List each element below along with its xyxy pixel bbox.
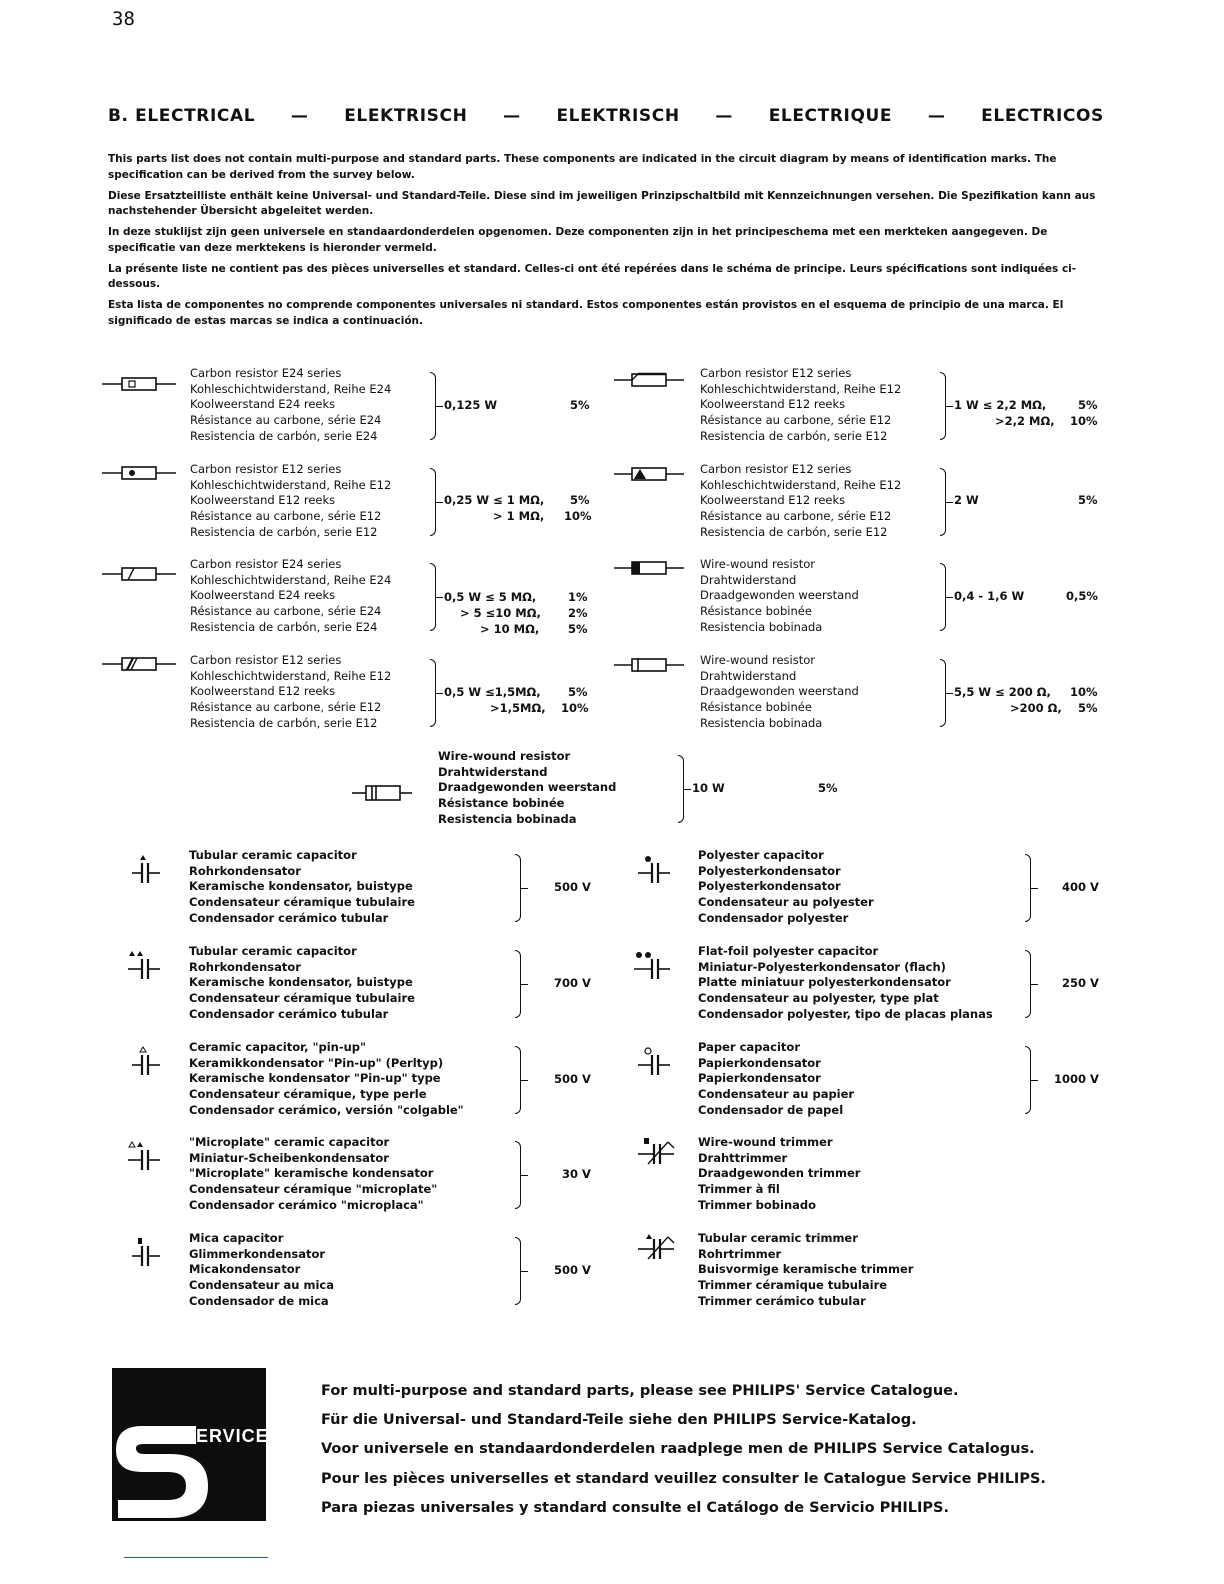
resistor-tolerance: 5% bbox=[818, 781, 838, 795]
resistor-desc-es: Resistencia de carbón, serie E12 bbox=[190, 715, 378, 730]
resistor-spec: 10 W bbox=[692, 781, 725, 795]
resistor-desc-nl: Koolweerstand E12 reeks bbox=[700, 493, 846, 508]
resistor-tolerance: 2% bbox=[568, 606, 588, 620]
resistor-tolerance: 0,5% bbox=[1066, 589, 1098, 603]
capacitor-desc-en: Mica capacitor bbox=[189, 1231, 284, 1245]
resistor-desc-fr: Résistance au carbone, série E24 bbox=[190, 604, 382, 619]
footer-french: Pour les pièces universelles et standard veuillez consulter le Catalogue Service PHILIPS. bbox=[321, 1470, 1046, 1487]
tubular-ceramic-capacitor-700v-symbol-icon bbox=[128, 951, 162, 981]
resistor-desc-de: Drahtwiderstand bbox=[700, 668, 797, 683]
resistor-desc-fr: Résistance au carbone, série E12 bbox=[700, 413, 892, 428]
footer-spanish: Para piezas universales y standard consulte el Catálogo de Servicio PHILIPS. bbox=[321, 1499, 949, 1516]
capacitor-desc-de: Miniatur-Scheibenkondensator bbox=[189, 1150, 389, 1165]
resistor-spec: >2,2 MΩ, bbox=[995, 414, 1055, 428]
wire-wound-resistor-symbol-icon bbox=[614, 558, 684, 578]
resistor-desc-fr: Résistance au carbone, série E12 bbox=[190, 509, 382, 524]
trimmer-desc-nl: Buisvormige keramische trimmer bbox=[698, 1262, 914, 1277]
carbon-resistor-2w-symbol-icon bbox=[614, 464, 684, 484]
resistor-desc-es: Resistencia de carbón, serie E24 bbox=[190, 619, 378, 634]
resistor-desc-nl: Draadgewonden weerstand bbox=[700, 588, 859, 603]
wire-wound-resistor-10w-symbol-icon bbox=[352, 783, 412, 803]
brace bbox=[515, 1046, 521, 1114]
brace bbox=[515, 1237, 521, 1305]
polyester-capacitor-symbol-icon bbox=[638, 855, 672, 885]
capacitor-desc-es: Condensador polyester bbox=[698, 910, 849, 925]
capacitor-voltage: 400 V bbox=[1062, 880, 1099, 894]
intro-text bbox=[108, 152, 1104, 335]
capacitor-desc-fr: Condensateur au polyester, type plat bbox=[698, 991, 939, 1006]
resistor-spec: > 1 MΩ, bbox=[493, 509, 545, 523]
resistor-desc-en: Carbon resistor E12 series bbox=[190, 653, 342, 667]
brace bbox=[430, 563, 436, 631]
resistor-item bbox=[190, 653, 391, 731]
footer-english: For multi-purpose and standard parts, please see PHILIPS' Service Catalogue. bbox=[321, 1383, 959, 1399]
brace bbox=[430, 372, 436, 440]
service-wordmark: ERVICE bbox=[196, 1426, 269, 1446]
intro-english: This parts list does not contain multi-purpose and standard parts. These components are indicated in the circuit diagram by means of identification marks. The specification can be derived from the survey below. bbox=[108, 153, 1057, 181]
resistor-desc-es: Resistencia de carbón, serie E24 bbox=[190, 428, 378, 443]
resistor-tolerance: 5% bbox=[1078, 493, 1098, 507]
resistor-item bbox=[700, 462, 901, 540]
capacitor-voltage: 500 V bbox=[554, 1072, 591, 1086]
capacitor-desc-de: Rohrkondensator bbox=[189, 863, 301, 878]
heading-german: ELEKTRISCH bbox=[344, 106, 468, 126]
capacitor-desc-en: Tubular ceramic capacitor bbox=[189, 944, 357, 958]
capacitor-desc-de: Rohrkondensator bbox=[189, 959, 301, 974]
carbon-resistor-1w-symbol-icon bbox=[614, 370, 684, 390]
resistor-item bbox=[190, 462, 391, 540]
resistor-desc-nl: Draadgewonden weerstand bbox=[700, 684, 859, 699]
capacitor-desc-en: Ceramic capacitor, "pin-up" bbox=[189, 1040, 367, 1054]
resistor-desc-es: Resistencia bobinada bbox=[700, 619, 823, 634]
brace bbox=[515, 950, 521, 1018]
capacitor-desc-nl: Platte miniatuur polyesterkondensator bbox=[698, 975, 951, 990]
resistor-desc-en: Carbon resistor E12 series bbox=[190, 462, 342, 476]
resistor-item bbox=[700, 366, 901, 444]
resistor-desc-es: Resistencia de carbón, serie E12 bbox=[700, 524, 888, 539]
capacitor-desc-fr: Condensateur au polyester bbox=[698, 895, 874, 910]
paper-capacitor-symbol-icon bbox=[638, 1047, 672, 1077]
capacitor-item bbox=[189, 944, 415, 1022]
capacitor-item bbox=[189, 1040, 464, 1118]
resistor-spec: 0,4 - 1,6 W bbox=[954, 589, 1025, 603]
capacitor-item bbox=[189, 848, 415, 926]
brace bbox=[1025, 1046, 1031, 1114]
capacitor-item bbox=[189, 1231, 334, 1309]
capacitor-desc-de: Polyesterkondensator bbox=[698, 863, 841, 878]
heading-spanish: ELECTRICOS bbox=[981, 106, 1104, 126]
resistor-tolerance: 5% bbox=[1078, 701, 1098, 715]
capacitor-desc-fr: Condensateur au mica bbox=[189, 1278, 334, 1293]
bottom-rule bbox=[124, 1557, 268, 1558]
heading-english: B. ELECTRICAL bbox=[108, 106, 256, 126]
flat-foil-polyester-capacitor-symbol-icon bbox=[634, 951, 672, 981]
resistor-desc-en: Carbon resistor E24 series bbox=[190, 366, 342, 380]
resistor-spec: 1 W ≤ 2,2 MΩ, bbox=[954, 398, 1047, 412]
resistor-spec: >1,5MΩ, bbox=[490, 701, 546, 715]
resistor-desc-en: Carbon resistor E12 series bbox=[700, 366, 852, 380]
heading-dash: — bbox=[503, 106, 521, 126]
capacitor-desc-fr: Condensateur céramique "microplate" bbox=[189, 1182, 438, 1197]
brace bbox=[678, 755, 684, 823]
trimmer-desc-de: Drahttrimmer bbox=[698, 1150, 788, 1165]
capacitor-voltage: 250 V bbox=[1062, 976, 1099, 990]
resistor-desc-nl: Koolweerstand E12 reeks bbox=[700, 397, 846, 412]
resistor-spec: > 5 ≤10 MΩ, bbox=[460, 606, 541, 620]
resistor-spec: >200 Ω, bbox=[1010, 701, 1062, 715]
capacitor-desc-es: Condensador polyester, tipo de placas planas bbox=[698, 1006, 993, 1021]
capacitor-voltage: 1000 V bbox=[1054, 1072, 1099, 1086]
capacitor-voltage: 500 V bbox=[554, 1263, 591, 1277]
trimmer-item bbox=[698, 1231, 913, 1309]
resistor-desc-fr: Résistance bobinée bbox=[700, 700, 812, 715]
resistor-desc-nl: Koolweerstand E24 reeks bbox=[190, 397, 336, 412]
resistor-desc-fr: Résistance au carbone, série E12 bbox=[190, 700, 382, 715]
resistor-tolerance: 5% bbox=[570, 398, 590, 412]
resistor-desc-en: Wire-wound resistor bbox=[438, 749, 571, 763]
resistor-desc-nl: Koolweerstand E12 reeks bbox=[190, 684, 336, 699]
resistor-tolerance: 5% bbox=[568, 622, 588, 636]
carbon-resistor-half-watt-e24-symbol-icon bbox=[102, 564, 176, 584]
brace bbox=[1025, 950, 1031, 1018]
capacitor-item bbox=[698, 1040, 854, 1118]
resistor-desc-es: Resistencia de carbón, serie E12 bbox=[700, 428, 888, 443]
resistor-tolerance: 5% bbox=[570, 493, 590, 507]
resistor-desc-en: Carbon resistor E24 series bbox=[190, 557, 342, 571]
capacitor-desc-es: Condensador cerámico tubular bbox=[189, 1006, 389, 1021]
resistor-tolerance: 10% bbox=[561, 701, 589, 715]
capacitor-desc-nl: Keramische kondensator "Pin-up" type bbox=[189, 1071, 441, 1086]
capacitor-desc-es: Condensador de papel bbox=[698, 1102, 844, 1117]
resistor-desc-de: Kohleschichtwiderstand, Reihe E24 bbox=[190, 381, 392, 396]
capacitor-desc-nl: Polyesterkondensator bbox=[698, 879, 841, 894]
resistor-spec: > 10 MΩ, bbox=[480, 622, 540, 636]
resistor-tolerance: 5% bbox=[568, 685, 588, 699]
resistor-desc-en: Carbon resistor E12 series bbox=[700, 462, 852, 476]
resistor-desc-nl: Koolweerstand E24 reeks bbox=[190, 588, 336, 603]
resistor-spec: 0,25 W ≤ 1 MΩ, bbox=[444, 493, 545, 507]
resistor-tolerance: 10% bbox=[1070, 685, 1098, 699]
service-logo bbox=[112, 1368, 269, 1521]
intro-spanish: Esta lista de componentes no comprende componentes universales ni standard. Estos componentes están provistos en el esquema de principio de una marca. El significado de estas marcas se indica a continuación. bbox=[108, 299, 1064, 327]
resistor-spec: 0,125 W bbox=[444, 398, 498, 412]
capacitor-voltage: 700 V bbox=[554, 976, 591, 990]
resistor-desc-nl: Draadgewonden weerstand bbox=[438, 780, 617, 795]
footer-german: Für die Universal- und Standard-Teile siehe den PHILIPS Service-Katalog. bbox=[321, 1412, 917, 1429]
capacitor-voltage: 30 V bbox=[562, 1167, 591, 1181]
capacitor-desc-fr: Condensateur au papier bbox=[698, 1087, 855, 1102]
resistor-spec: 2 W bbox=[954, 493, 979, 507]
brace bbox=[940, 563, 946, 631]
resistor-desc-de: Kohleschichtwiderstand, Reihe E12 bbox=[190, 668, 392, 683]
capacitor-desc-en: Tubular ceramic capacitor bbox=[189, 848, 357, 862]
resistor-tolerance: 10% bbox=[564, 509, 592, 523]
brace bbox=[430, 468, 436, 536]
capacitor-desc-nl: "Microplate" keramische kondensator bbox=[189, 1166, 434, 1181]
brace bbox=[1025, 854, 1031, 922]
intro-french: La présente liste ne contient pas des pièces universelles et standard. Celles-ci ont été repérées dans le schéma de principe. Leurs spécifications sont indiquées ci-dessous. bbox=[108, 262, 1077, 290]
trimmer-desc-en: Tubular ceramic trimmer bbox=[698, 1231, 858, 1245]
resistor-spec: 0,5 W ≤ 5 MΩ, bbox=[444, 590, 537, 604]
resistor-desc-fr: Résistance bobinée bbox=[700, 604, 812, 619]
resistor-tolerance: 5% bbox=[1078, 398, 1098, 412]
resistor-spec: 0,5 W ≤1,5MΩ, bbox=[444, 685, 541, 699]
microplate-ceramic-capacitor-symbol-icon bbox=[128, 1142, 162, 1172]
resistor-desc-nl: Koolweerstand E12 reeks bbox=[190, 493, 336, 508]
capacitor-desc-fr: Condensateur céramique tubulaire bbox=[189, 991, 415, 1006]
heading-dash: — bbox=[927, 106, 946, 126]
section-heading bbox=[108, 106, 1104, 126]
resistor-item bbox=[190, 557, 391, 635]
intro-german: Diese Ersatzteilliste enthält keine Universal- und Standard-Teile. Diese sind im jeweiligen Prinzipschaltbild mit Kennzeichnungen versehen. Die Spezifikation kann aus nachstehender Übersicht abgeleitet werden. bbox=[108, 189, 1096, 217]
resistor-item bbox=[700, 557, 859, 635]
trimmer-desc-fr: Trimmer céramique tubulaire bbox=[698, 1278, 888, 1293]
heading-dutch: ELEKTRISCH bbox=[556, 106, 680, 126]
capacitor-desc-de: Miniatur-Polyesterkondensator (flach) bbox=[698, 959, 946, 974]
resistor-desc-fr: Résistance bobinée bbox=[438, 796, 565, 811]
capacitor-desc-nl: Keramische kondensator, buistype bbox=[189, 879, 413, 894]
capacitor-desc-fr: Condensateur céramique tubulaire bbox=[189, 895, 415, 910]
brace bbox=[940, 372, 946, 440]
resistor-desc-fr: Résistance au carbone, série E12 bbox=[700, 509, 892, 524]
trimmer-desc-nl: Draadgewonden trimmer bbox=[698, 1166, 861, 1181]
capacitor-item bbox=[189, 1135, 437, 1213]
footer-note bbox=[321, 1377, 1046, 1523]
resistor-desc-de: Kohleschichtwiderstand, Reihe E12 bbox=[700, 381, 902, 396]
brace bbox=[515, 854, 521, 922]
capacitor-desc-en: "Microplate" ceramic capacitor bbox=[189, 1135, 390, 1149]
carbon-resistor-e24-symbol-icon bbox=[102, 374, 176, 394]
resistor-desc-fr: Résistance au carbone, série E24 bbox=[190, 413, 382, 428]
trimmer-desc-es: Trimmer bobinado bbox=[698, 1197, 817, 1212]
ceramic-pin-up-capacitor-symbol-icon bbox=[132, 1047, 162, 1077]
brace bbox=[515, 1141, 521, 1209]
resistor-item bbox=[190, 366, 391, 444]
heading-dash: — bbox=[290, 106, 309, 126]
trimmer-desc-fr: Trimmer à fil bbox=[698, 1182, 780, 1197]
resistor-item bbox=[438, 749, 616, 827]
trimmer-desc-es: Trimmer cerámico tubular bbox=[698, 1293, 866, 1308]
resistor-desc-de: Kohleschichtwiderstand, Reihe E12 bbox=[190, 477, 392, 492]
resistor-tolerance: 1% bbox=[568, 590, 588, 604]
capacitor-desc-fr: Condensateur céramique, type perle bbox=[189, 1087, 427, 1102]
page-number: 38 bbox=[112, 8, 135, 30]
capacitor-desc-nl: Keramische kondensator, buistype bbox=[189, 975, 413, 990]
resistor-desc-de: Kohleschichtwiderstand, Reihe E24 bbox=[190, 572, 392, 587]
capacitor-desc-en: Paper capacitor bbox=[698, 1040, 800, 1054]
resistor-desc-es: Resistencia bobinada bbox=[700, 715, 823, 730]
carbon-resistor-e12-symbol-icon bbox=[102, 463, 176, 483]
brace bbox=[940, 659, 946, 727]
capacitor-desc-nl: Micakondensator bbox=[189, 1262, 301, 1277]
heading-dash: — bbox=[715, 106, 733, 126]
resistor-item bbox=[700, 653, 859, 731]
resistor-desc-en: Wire-wound resistor bbox=[700, 653, 815, 667]
trimmer-desc-de: Rohrtrimmer bbox=[698, 1246, 782, 1261]
trimmer-item bbox=[698, 1135, 860, 1213]
intro-dutch: In deze stuklijst zijn geen universele en standaardonderdelen opgenomen. Deze componenten zijn in het principeschema met een merkteken aangegeven. De specificatie van deze merktekens is hieronder vermeld. bbox=[108, 226, 1048, 254]
capacitor-desc-nl: Papierkondensator bbox=[698, 1071, 821, 1086]
resistor-desc-en: Wire-wound resistor bbox=[700, 557, 815, 571]
capacitor-item bbox=[698, 944, 993, 1022]
resistor-desc-de: Kohleschichtwiderstand, Reihe E12 bbox=[700, 477, 902, 492]
resistor-spec: 5,5 W ≤ 200 Ω, bbox=[954, 685, 1051, 699]
resistor-desc-de: Drahtwiderstand bbox=[700, 572, 797, 587]
resistor-desc-de: Drahtwiderstand bbox=[438, 764, 548, 779]
brace bbox=[940, 468, 946, 536]
carbon-resistor-half-watt-e12-symbol-icon bbox=[102, 654, 176, 674]
wire-wound-resistor-5w-symbol-icon bbox=[614, 655, 684, 675]
capacitor-desc-es: Condensador cerámico "microplaca" bbox=[189, 1197, 424, 1212]
capacitor-voltage: 500 V bbox=[554, 880, 591, 894]
capacitor-desc-en: Flat-foil polyester capacitor bbox=[698, 944, 879, 958]
capacitor-desc-es: Condensador cerámico, versión "colgable" bbox=[189, 1102, 464, 1117]
tubular-ceramic-trimmer-symbol-icon bbox=[638, 1233, 680, 1263]
trimmer-desc-en: Wire-wound trimmer bbox=[698, 1135, 833, 1149]
capacitor-desc-de: Glimmerkondensator bbox=[189, 1246, 326, 1261]
resistor-tolerance: 10% bbox=[1070, 414, 1098, 428]
resistor-desc-es: Resistencia de carbón, serie E12 bbox=[190, 524, 378, 539]
tubular-ceramic-capacitor-symbol-icon bbox=[132, 855, 162, 885]
wire-wound-trimmer-symbol-icon bbox=[638, 1138, 680, 1168]
capacitor-desc-de: Keramikkondensator "Pin-up" (Perltyp) bbox=[189, 1055, 444, 1070]
capacitor-desc-es: Condensador cerámico tubular bbox=[189, 910, 389, 925]
heading-french: ELECTRIQUE bbox=[768, 106, 893, 126]
brace bbox=[430, 659, 436, 727]
capacitor-desc-es: Condensador de mica bbox=[189, 1293, 329, 1308]
capacitor-desc-en: Polyester capacitor bbox=[698, 848, 824, 862]
capacitor-item bbox=[698, 848, 874, 926]
resistor-desc-es: Resistencia bobinada bbox=[438, 811, 577, 826]
capacitor-desc-de: Papierkondensator bbox=[698, 1055, 821, 1070]
mica-capacitor-symbol-icon bbox=[132, 1238, 162, 1268]
footer-dutch: Voor universele en standaardonderdelen raadplege men de PHILIPS Service Catalogus. bbox=[321, 1441, 1035, 1458]
